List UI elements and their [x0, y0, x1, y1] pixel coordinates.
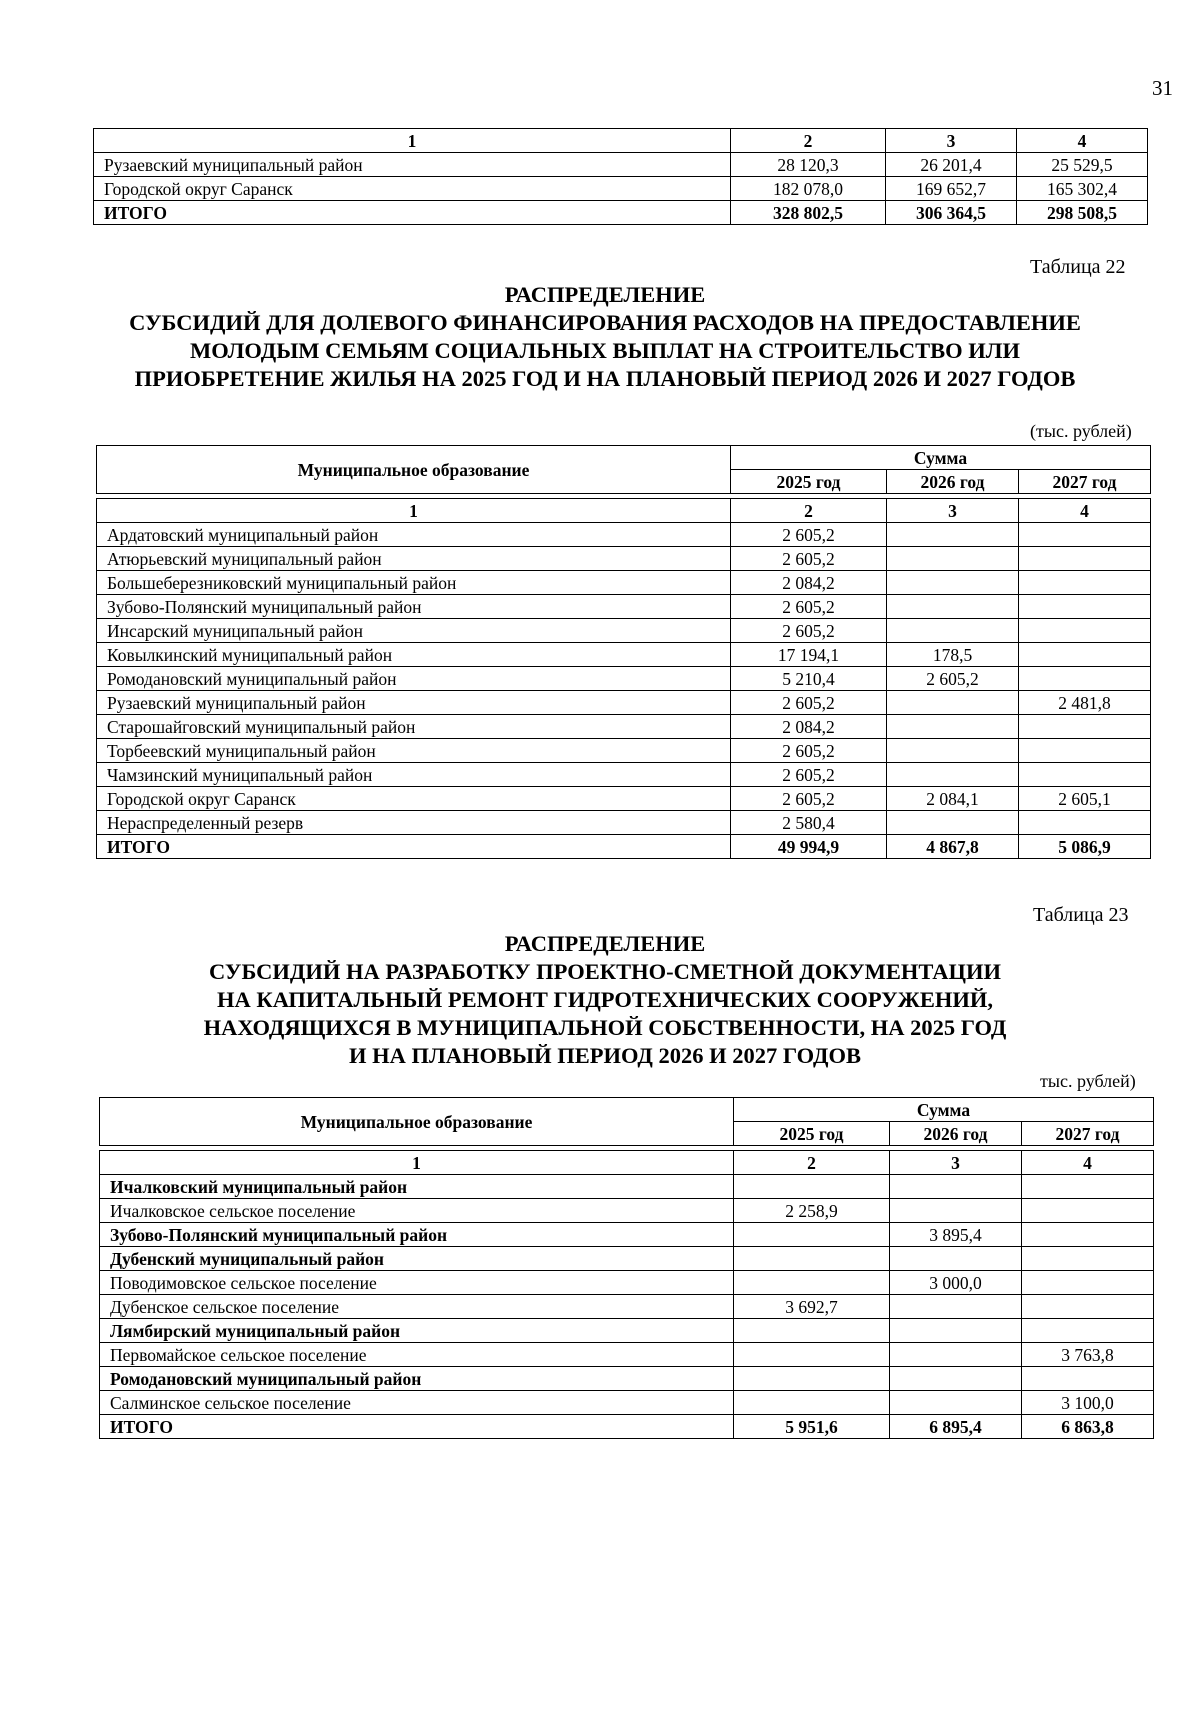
- col-number: 3: [887, 499, 1019, 523]
- table-row: [94, 153, 1148, 177]
- table-row: [94, 177, 1148, 201]
- table-row: [97, 691, 1151, 715]
- value-2027: 3 763,8: [1022, 1343, 1154, 1367]
- column-numbers-row: [94, 129, 1148, 153]
- table22-title: [60, 281, 1150, 393]
- table23: [99, 1097, 1154, 1439]
- table-row: [97, 571, 1151, 595]
- table-row: [97, 763, 1151, 787]
- title-line: СУБСИДИЙ ДЛЯ ДОЛЕВОГО ФИНАНСИРОВАНИЯ РАСХОДОВ НА ПРЕДОСТАВЛЕНИЕ: [129, 310, 1081, 335]
- municipality-name: Чамзинский муниципальный район: [97, 763, 731, 787]
- table-row: [100, 1367, 1154, 1391]
- col-number: 1: [100, 1151, 734, 1175]
- value-2027: 3 100,0: [1022, 1391, 1154, 1415]
- total-label: ИТОГО: [100, 1415, 734, 1439]
- col-number: 1: [97, 499, 731, 523]
- value-2026: 26 201,4: [886, 153, 1017, 177]
- municipality-name: Ромодановский муниципальный район: [97, 667, 731, 691]
- value-2027: [1019, 619, 1151, 643]
- value-2027: [1019, 763, 1151, 787]
- municipality-name: Городской округ Саранск: [97, 787, 731, 811]
- value-2026: [887, 595, 1019, 619]
- value-2026: [890, 1367, 1022, 1391]
- table-row: [97, 667, 1151, 691]
- value-2025: 2 605,2: [731, 787, 887, 811]
- value-2027: [1019, 667, 1151, 691]
- title-line: НА КАПИТАЛЬНЫЙ РЕМОНТ ГИДРОТЕХНИЧЕСКИХ СООРУЖЕНИЙ,: [217, 987, 993, 1012]
- value-2025: 3 692,7: [734, 1295, 890, 1319]
- value-2025: 2 605,2: [731, 547, 887, 571]
- value-2025: 2 605,2: [731, 523, 887, 547]
- value-2026: 3 000,0: [890, 1271, 1022, 1295]
- value-2026: [887, 571, 1019, 595]
- value-2026: 2 084,1: [887, 787, 1019, 811]
- municipality-name: Торбеевский муниципальный район: [97, 739, 731, 763]
- title-line: РАСПРЕДЕЛЕНИЕ: [504, 282, 706, 307]
- value-2025: 28 120,3: [731, 153, 886, 177]
- value-2027: [1019, 595, 1151, 619]
- total-2026: 6 895,4: [890, 1415, 1022, 1439]
- table-row: [100, 1391, 1154, 1415]
- value-2026: [887, 619, 1019, 643]
- value-2027: [1022, 1175, 1154, 1199]
- sum-header: Сумма: [731, 446, 1151, 470]
- total-2025: 328 802,5: [731, 201, 886, 225]
- table-row: [100, 1199, 1154, 1223]
- municipality-name: Атюрьевский муниципальный район: [97, 547, 731, 571]
- title-line: ПРИОБРЕТЕНИЕ ЖИЛЬЯ НА 2025 ГОД И НА ПЛАНОВЫЙ ПЕРИОД 2026 И 2027 ГОДОВ: [134, 366, 1076, 391]
- value-2026: [887, 763, 1019, 787]
- municipality-name: Рузаевский муниципальный район: [97, 691, 731, 715]
- value-2027: [1019, 547, 1151, 571]
- value-2025: [734, 1271, 890, 1295]
- col-number: 3: [890, 1151, 1022, 1175]
- year-2026-header: 2026 год: [890, 1122, 1022, 1146]
- total-row: [94, 201, 1148, 225]
- column-numbers-row: [100, 1151, 1154, 1175]
- municipality-header: Муниципальное образование: [97, 446, 731, 494]
- value-2027: 2 481,8: [1019, 691, 1151, 715]
- col-number: 4: [1022, 1151, 1154, 1175]
- municipality-name: Лямбирский муниципальный район: [100, 1319, 734, 1343]
- value-2027: [1022, 1295, 1154, 1319]
- municipality-name: Ромодановский муниципальный район: [100, 1367, 734, 1391]
- col-number: 1: [94, 129, 731, 153]
- value-2025: 2 580,4: [731, 811, 887, 835]
- municipality-name: Ковылкинский муниципальный район: [97, 643, 731, 667]
- col-number: 2: [731, 499, 887, 523]
- sum-header: Сумма: [734, 1098, 1154, 1122]
- municipality-name: Инсарский муниципальный район: [97, 619, 731, 643]
- value-2025: 17 194,1: [731, 643, 887, 667]
- value-2025: 5 210,4: [731, 667, 887, 691]
- value-2026: [887, 715, 1019, 739]
- year-2027-header: 2027 год: [1019, 470, 1151, 494]
- value-2026: 169 652,7: [886, 177, 1017, 201]
- value-2027: 2 605,1: [1019, 787, 1151, 811]
- municipality-name: Нераспределенный резерв: [97, 811, 731, 835]
- table22-label: Таблица 22: [1030, 256, 1126, 278]
- value-2027: [1019, 523, 1151, 547]
- municipality-name: Старошайговский муниципальный район: [97, 715, 731, 739]
- page-number: 31: [1152, 76, 1173, 100]
- col-number: 4: [1019, 499, 1151, 523]
- total-label: ИТОГО: [97, 835, 731, 859]
- table-row: [100, 1271, 1154, 1295]
- value-2027: [1022, 1319, 1154, 1343]
- year-2026-header: 2026 год: [887, 470, 1019, 494]
- municipality-name: Салминское сельское поселение: [100, 1391, 734, 1415]
- column-numbers-row: [97, 499, 1151, 523]
- value-2025: 2 605,2: [731, 739, 887, 763]
- year-2027-header: 2027 год: [1022, 1122, 1154, 1146]
- value-2025: 2 605,2: [731, 619, 887, 643]
- value-2025: [734, 1343, 890, 1367]
- value-2025: 2 258,9: [734, 1199, 890, 1223]
- total-2027: 5 086,9: [1019, 835, 1151, 859]
- value-2027: [1022, 1199, 1154, 1223]
- table-row: [97, 643, 1151, 667]
- value-2026: [887, 523, 1019, 547]
- table-row: [97, 715, 1151, 739]
- value-2025: [734, 1247, 890, 1271]
- municipality-name: Рузаевский муниципальный район: [94, 153, 731, 177]
- col-number: 2: [734, 1151, 890, 1175]
- table23-body: [100, 1175, 1154, 1415]
- col-number: 3: [886, 129, 1017, 153]
- municipality-name: Дубенский муниципальный район: [100, 1247, 734, 1271]
- value-2027: [1019, 571, 1151, 595]
- value-2026: [890, 1295, 1022, 1319]
- value-2026: [890, 1343, 1022, 1367]
- year-2025-header: 2025 год: [734, 1122, 890, 1146]
- total-2026: 306 364,5: [886, 201, 1017, 225]
- table22-body: [97, 523, 1151, 835]
- value-2027: [1019, 643, 1151, 667]
- value-2027: [1019, 715, 1151, 739]
- municipality-name: Дубенское сельское поселение: [100, 1295, 734, 1319]
- value-2026: 3 895,4: [890, 1223, 1022, 1247]
- value-2025: 2 084,2: [731, 715, 887, 739]
- year-2025-header: 2025 год: [731, 470, 887, 494]
- table22: [96, 445, 1151, 859]
- title-line: СУБСИДИЙ НА РАЗРАБОТКУ ПРОЕКТНО-СМЕТНОЙ ДОКУМЕНТАЦИИ: [208, 959, 1001, 984]
- municipality-name: Зубово-Полянский муниципальный район: [97, 595, 731, 619]
- col-number: 2: [731, 129, 886, 153]
- total-row: [100, 1415, 1154, 1439]
- title-line: НАХОДЯЩИХСЯ В МУНИЦИПАЛЬНОЙ СОБСТВЕННОСТИ, НА 2025 ГОД: [203, 1015, 1007, 1040]
- value-2026: [887, 547, 1019, 571]
- value-2026: [890, 1319, 1022, 1343]
- table23-unit: тыс. рублей): [1040, 1071, 1136, 1091]
- table-row: [97, 739, 1151, 763]
- table-row: [97, 595, 1151, 619]
- municipality-name: Большеберезниковский муниципальный район: [97, 571, 731, 595]
- table-row: [97, 787, 1151, 811]
- value-2026: [890, 1199, 1022, 1223]
- table23-title: [60, 930, 1150, 1070]
- total-2025: 49 994,9: [731, 835, 887, 859]
- value-2027: [1022, 1271, 1154, 1295]
- municipality-name: Ичалковский муниципальный район: [100, 1175, 734, 1199]
- value-2027: 165 302,4: [1017, 177, 1148, 201]
- value-2026: [887, 739, 1019, 763]
- value-2025: [734, 1391, 890, 1415]
- total-label: ИТОГО: [94, 201, 731, 225]
- municipality-name: Поводимовское сельское поселение: [100, 1271, 734, 1295]
- value-2025: 2 605,2: [731, 763, 887, 787]
- value-2027: [1019, 811, 1151, 835]
- title-line: РАСПРЕДЕЛЕНИЕ: [504, 931, 706, 956]
- value-2027: [1022, 1247, 1154, 1271]
- table-row: [100, 1319, 1154, 1343]
- value-2025: 182 078,0: [731, 177, 886, 201]
- table-row: [97, 811, 1151, 835]
- value-2025: 2 605,2: [731, 691, 887, 715]
- municipality-name: Городской округ Саранск: [94, 177, 731, 201]
- title-line: И НА ПЛАНОВЫЙ ПЕРИОД 2026 И 2027 ГОДОВ: [349, 1043, 861, 1068]
- value-2026: [890, 1175, 1022, 1199]
- header-row: [97, 446, 1151, 470]
- table-row: [100, 1343, 1154, 1367]
- table-row: [97, 619, 1151, 643]
- value-2027: [1019, 739, 1151, 763]
- municipality-name: Ардатовский муниципальный район: [97, 523, 731, 547]
- value-2025: [734, 1319, 890, 1343]
- value-2027: 25 529,5: [1017, 153, 1148, 177]
- table-row: [100, 1223, 1154, 1247]
- value-2026: 178,5: [887, 643, 1019, 667]
- value-2025: [734, 1175, 890, 1199]
- table23-label: Таблица 23: [1033, 904, 1129, 926]
- table22-unit: (тыс. рублей): [1030, 421, 1132, 441]
- table-row: [100, 1295, 1154, 1319]
- municipality-name: Ичалковское сельское поселение: [100, 1199, 734, 1223]
- total-2027: 298 508,5: [1017, 201, 1148, 225]
- header-row: [100, 1098, 1154, 1122]
- total-2026: 4 867,8: [887, 835, 1019, 859]
- table-row: [100, 1175, 1154, 1199]
- value-2026: [887, 811, 1019, 835]
- table21-continued: [93, 128, 1148, 225]
- table-row: [97, 547, 1151, 571]
- title-line: МОЛОДЫМ СЕМЬЯМ СОЦИАЛЬНЫХ ВЫПЛАТ НА СТРОИТЕЛЬСТВО ИЛИ: [189, 338, 1021, 363]
- total-row: [97, 835, 1151, 859]
- total-2027: 6 863,8: [1022, 1415, 1154, 1439]
- municipality-name: Зубово-Полянский муниципальный район: [100, 1223, 734, 1247]
- table-row: [100, 1247, 1154, 1271]
- value-2025: 2 084,2: [731, 571, 887, 595]
- value-2025: [734, 1223, 890, 1247]
- col-number: 4: [1017, 129, 1148, 153]
- value-2027: [1022, 1223, 1154, 1247]
- table-row: [97, 523, 1151, 547]
- value-2026: [887, 691, 1019, 715]
- value-2026: [890, 1391, 1022, 1415]
- value-2027: [1022, 1367, 1154, 1391]
- value-2025: [734, 1367, 890, 1391]
- total-2025: 5 951,6: [734, 1415, 890, 1439]
- municipality-header: Муниципальное образование: [100, 1098, 734, 1146]
- municipality-name: Первомайское сельское поселение: [100, 1343, 734, 1367]
- value-2026: [890, 1247, 1022, 1271]
- value-2025: 2 605,2: [731, 595, 887, 619]
- value-2026: 2 605,2: [887, 667, 1019, 691]
